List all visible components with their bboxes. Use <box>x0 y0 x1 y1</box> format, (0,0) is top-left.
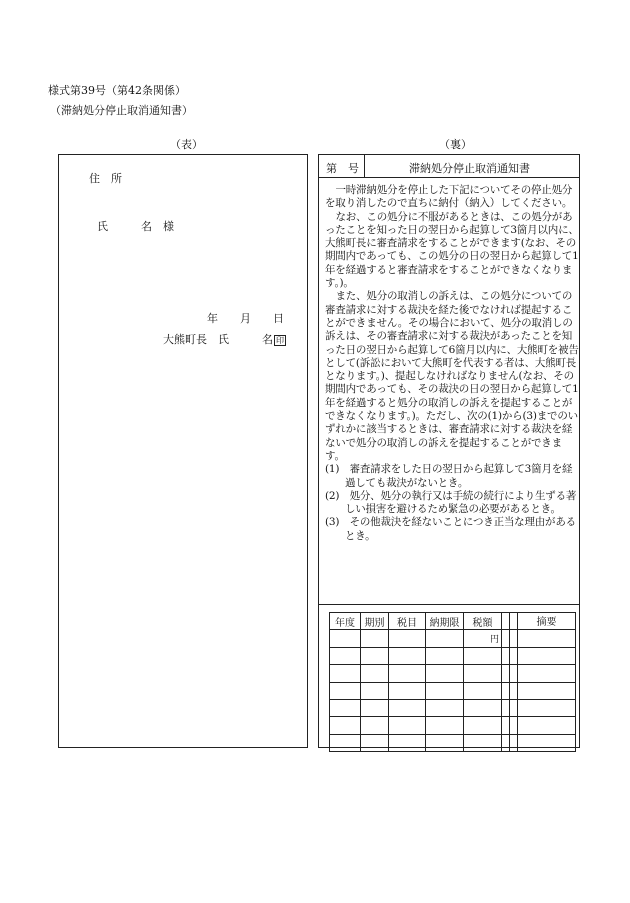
issuer-name: 大熊町長 氏 名 <box>163 333 273 346</box>
column-header: 納期限 <box>426 613 464 630</box>
front-label: （表） <box>170 138 203 151</box>
table-row <box>330 647 576 664</box>
table-row <box>330 682 576 699</box>
column-header: 期別 <box>361 613 389 630</box>
date-label: 年 月 日 <box>207 312 284 325</box>
table-row <box>330 699 576 716</box>
list-item: (3) その他裁決を経ないことにつき正当な理由があるとき。 <box>325 516 576 542</box>
address-label: 住 所 <box>89 172 122 185</box>
paragraph: 一時滞納処分を停止した下記についてその停止処分を取り消したので直ちに納付（納入）してください。 <box>325 184 573 210</box>
form-title: （滞納処分停止取消通知書） <box>50 104 193 117</box>
table-header-row <box>330 613 576 630</box>
issuer-label <box>163 331 286 347</box>
table-divider <box>318 604 580 605</box>
paragraph: なお、この処分に不服があるときは、この処分があったことを知った日の翌日から起算して3箇月以内に、大熊町長に審査請求をすることができます(なお、その期間内であっても、この処分の日の翌日から起算して1年を経過すると審査請求をすることができなくなります。)。 <box>325 210 579 290</box>
back-label: （裏） <box>439 138 472 151</box>
tax-ledger-table <box>329 612 576 752</box>
table-row <box>330 665 576 682</box>
seal-icon: 印 <box>276 336 284 345</box>
paragraph: また、処分の取消しの訴えは、この処分についての審査請求に対する裁決を経た後でなければ提起することができません。その場合において、処分の取消しの訴えは、その審査請求に対する裁決があったことを知った日の翌日から起算して6箇月以内に、大熊町を被告として(訴訟において大熊町を代表する者は、大熊町長となります。)、提起しなければなりません(なお、その期間内であっても、その裁決の日の翌日から起算して1年を経過すると処分の取消しの訴えを提起することができなくなります。)。ただし、次の(1)から(3)までのいずれかに該当するときは、審査請求に対する裁決を経ないで処分の取消しの訴えを提起することができます。 <box>325 290 579 462</box>
column-header: 税額 <box>464 613 502 630</box>
column-header: 摘要 <box>518 613 576 630</box>
name-label: 氏 名 様 <box>97 220 174 233</box>
table-row <box>330 734 576 751</box>
table-row <box>330 717 576 734</box>
notice-body <box>325 184 579 543</box>
list-item: (1) 審査請求をした日の翌日から起算して3箇月を経過しても裁決がないとき。 <box>325 463 573 489</box>
column-header: 年度 <box>330 613 361 630</box>
number-label: 第 号 <box>326 162 359 175</box>
number-cell-divider <box>364 154 365 178</box>
table-row <box>330 630 576 647</box>
column-header <box>502 613 510 630</box>
form-number: 様式第39号（第42条関係） <box>48 84 186 97</box>
column-header: 税目 <box>389 613 426 630</box>
doc-title: 滞納処分停止取消通知書 <box>409 162 530 175</box>
front-panel <box>58 154 308 748</box>
list-item: (2) 処分、処分の執行又は手続の続行により生ずる著しい損害を避けるため緊急の必要があるとき。 <box>325 489 577 516</box>
yen-unit: 円 <box>464 630 502 647</box>
column-header <box>510 613 518 630</box>
